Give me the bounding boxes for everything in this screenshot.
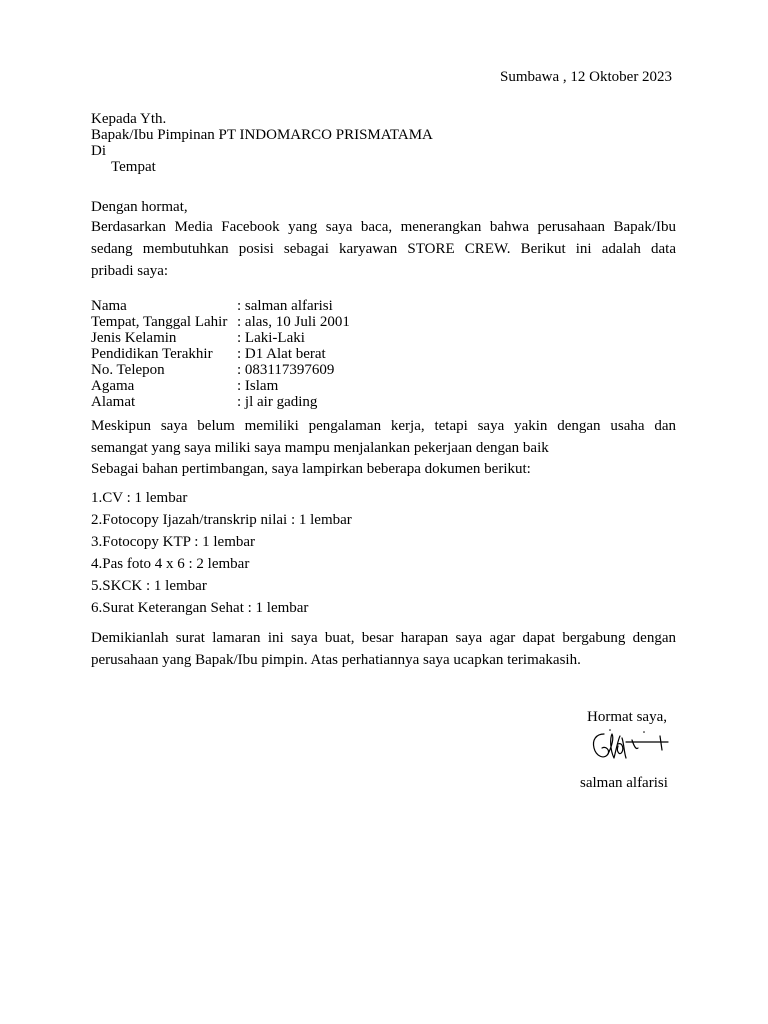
list-item: 5.SKCK : 1 lembar <box>91 578 207 594</box>
closing-line-2: perusahaan yang Bapak/Ibu pimpin. Atas perhatiannya saya ucapkan terimakasih. <box>91 652 581 668</box>
date-line: Sumbawa , 12 Oktober 2023 <box>500 69 673 85</box>
list-item: 4.Pas foto 4 x 6 : 2 lembar <box>91 556 250 572</box>
data-label: Jenis Kelamin <box>91 330 177 346</box>
data-value: : D1 Alat berat <box>237 346 326 362</box>
data-value: : salman alfarisi <box>237 298 333 314</box>
data-value: : jl air gading <box>237 394 318 410</box>
recipient-greeting: Kepada Yth. <box>91 111 167 127</box>
data-value: : Laki-Laki <box>237 330 305 346</box>
intro-line-3: pribadi saya: <box>91 263 169 279</box>
list-item: 3.Fotocopy KTP : 1 lembar <box>91 534 256 550</box>
closing-paragraph <box>91 627 676 671</box>
list-item: 1.CV : 1 lembar <box>91 490 188 506</box>
salutation: Dengan hormat, <box>91 199 188 215</box>
signer-name: salman alfarisi <box>580 775 668 791</box>
data-label: Alamat <box>91 394 136 410</box>
attachments-intro: Sebagai bahan pertimbangan, saya lampirkan beberapa dokumen berikut: <box>91 461 531 477</box>
experience-paragraph <box>91 415 676 459</box>
experience-line-1: Meskipun saya belum memiliki pengalaman kerja, tetapi saya yakin dengan usaha dan <box>91 418 676 434</box>
signoff: Hormat saya, <box>587 709 667 725</box>
list-item: 6.Surat Keterangan Sehat : 1 lembar <box>91 600 309 616</box>
data-label: Nama <box>91 298 127 314</box>
data-value: : 083117397609 <box>237 362 335 378</box>
intro-paragraph <box>91 216 676 282</box>
closing-line-1: Demikianlah surat lamaran ini saya buat, besar harapan saya agar dapat bergabung dengan <box>91 630 676 646</box>
data-label: Pendidikan Terakhir <box>91 346 213 362</box>
recipient-di: Di <box>91 143 106 159</box>
intro-line-2: sedang membutuhkan posisi sebagai karyawan STORE CREW. Berikut ini adalah data <box>91 241 676 257</box>
signature-image <box>588 728 672 768</box>
data-label: Agama <box>91 378 135 394</box>
list-item: 2.Fotocopy Ijazah/transkrip nilai : 1 lembar <box>91 512 352 528</box>
recipient-name: Bapak/Ibu Pimpinan PT INDOMARCO PRISMATAMA <box>91 127 433 143</box>
experience-line-2: semangat yang saya miliki saya mampu menjalankan pekerjaan dengan baik <box>91 440 549 456</box>
data-value: : alas, 10 Juli 2001 <box>237 314 350 330</box>
data-label: Tempat, Tanggal Lahir <box>91 314 228 330</box>
data-label: No. Telepon <box>91 362 165 378</box>
data-value: : Islam <box>237 378 279 394</box>
recipient-place: Tempat <box>111 159 156 175</box>
intro-line-1: Berdasarkan Media Facebook yang saya baca, menerangkan bahwa perusahaan Bapak/Ibu <box>91 219 676 235</box>
